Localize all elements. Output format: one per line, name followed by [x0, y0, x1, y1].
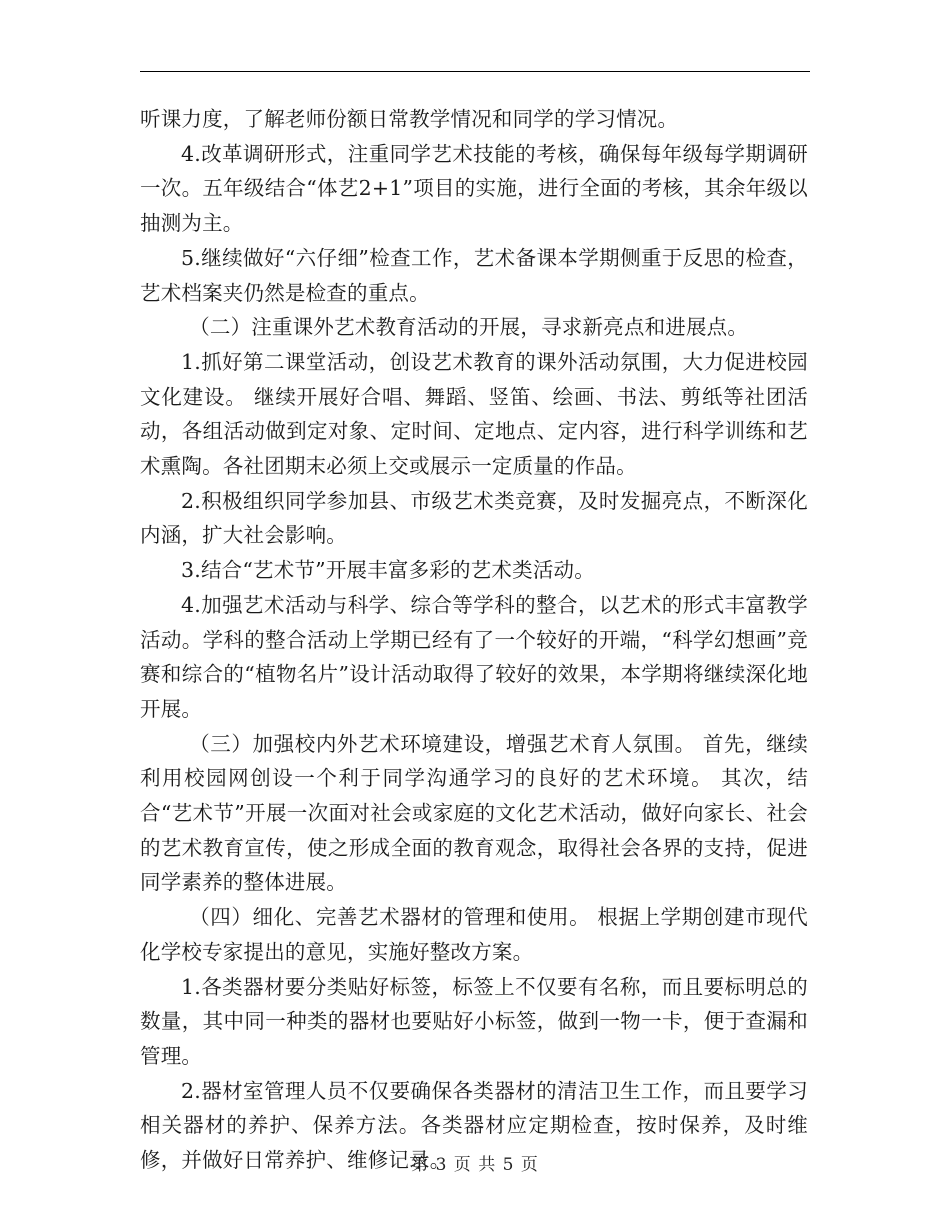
document-body: [140, 102, 808, 1178]
paragraph: 5.继续做好“六仔细”检查工作，艺术备课本学期侧重于反思的检查，艺术档案夹仍然是检查的重点。: [140, 245, 808, 305]
page-footer: 第 3 页 共 5 页: [411, 1155, 539, 1175]
paragraph: 1.各类器材要分类贴好标签，标签上不仅要有名称，而且要标明总的数量，其中同一种类的器材也要贴好小标签，做到一物一卡，便于查漏和管理。: [140, 974, 808, 1068]
paragraph: 2.积极组织同学参加县、市级艺术类竞赛，及时发掘亮点，不断深化内涵，扩大社会影响。: [140, 488, 808, 548]
paragraph: 1.抓好第二课堂活动，创设艺术教育的课外活动氛围，大力促进校园文化建设。 继续开展好合唱、舞蹈、竖笛、绘画、书法、剪纸等社团活动，各组活动做到定对象、定时间、定地点、定内容，进行科学训练和艺术熏陶。各社团期末必须上交或展示一定质量的作品。: [140, 349, 808, 479]
section-heading: （四）细化、完善艺术器材的管理和使用。 根据上学期创建市现代化学校专家提出的意见，实施好整改方案。: [140, 905, 808, 964]
paragraph: 听课力度，了解老师份额日常教学情况和同学的学习情况。: [140, 107, 679, 131]
paragraph: 4.加强艺术活动与科学、综合等学科的整合，以艺术的形式丰富教学活动。学科的整合活动上学期已经有了一个较好的开端，“科学幻想画”竞赛和综合的“植物名片”设计活动取得了较好的效果，本学期将继续深化地开展。: [140, 592, 808, 721]
section-heading: （三）加强校内外艺术环境建设，增强艺术育人氛围。 首先，继续利用校园网创设一个利于同学沟通学习的良好的艺术环境。 其次，结合“艺术节”开展一次面对社会或家庭的文化艺术活动，做好向家长、社会的艺术教育宣传，使之形成全面的教育观念，取得社会各界的支持，促进同学素养的整体进展。: [140, 731, 808, 895]
header-rule: [140, 71, 810, 72]
paragraph: 4.改革调研形式，注重同学艺术技能的考核，确保每年级每学期调研一次。五年级结合“体艺2+1”项目的实施，进行全面的考核，其余年级以抽测为主。: [140, 141, 808, 236]
paragraph: 2.器材室管理人员不仅要确保各类器材的清洁卫生工作，而且要学习相关器材的养护、保养方法。各类器材应定期检查，按时保养，及时维修，并做好日常养护、维修记录。: [140, 1078, 808, 1173]
section-heading: （二）注重课外艺术教育活动的开展，寻求新亮点和进展点。: [189, 315, 749, 340]
paragraph: 3.结合“艺术节”开展丰富多彩的艺术类活动。: [181, 558, 595, 583]
